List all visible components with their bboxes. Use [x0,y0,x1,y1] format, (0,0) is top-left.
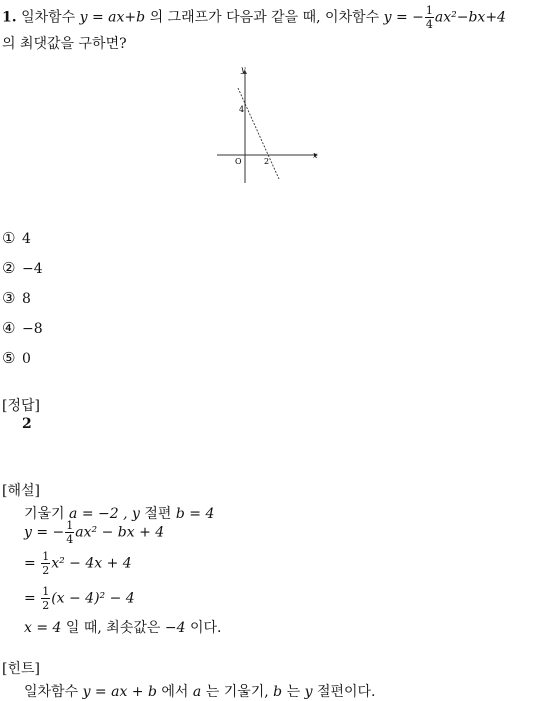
origin-label: O [235,157,242,166]
x-axis-label: x [313,151,318,160]
linear-function: y = ax+b [79,9,146,26]
answer-heading: [정답] [2,398,40,414]
question-text: 일차함수 [21,9,76,26]
solution-line-4: = $\frac{1}{2}$ (x − 4)² − 4 [24,585,135,612]
choice-value: −8 [22,321,43,337]
choice-4[interactable] [2,319,43,337]
choice-mark: ⑤ [2,349,16,367]
choice-3[interactable] [2,289,31,307]
y-axis-label: y [241,65,246,74]
hint-text: 일차함수 y = ax + b 에서 a 는 기울기, b 는 y 절편이다. [24,684,376,700]
choice-1[interactable] [2,229,31,247]
choice-mark: ③ [2,289,16,307]
question-text-mid: 의 그래프가 다음과 같을 때, 이차함수 [149,9,380,26]
solution-heading: [해설] [2,483,40,499]
quadratic-lhs: y = − [383,9,424,26]
quadratic-fraction: $\frac{1}{4}$ [425,4,433,31]
choice-value: 4 [22,231,31,247]
question-line-2: 의 최댓값을 구하면? [2,36,127,52]
choice-value: 0 [22,351,31,367]
choice-value: −4 [22,261,43,277]
solution-line-1: 기울기 a = −2 , y 절편 b = 4 [24,506,215,522]
question-number: 1. [2,9,17,26]
choice-2[interactable] [2,259,43,277]
choice-mark: ① [2,229,16,247]
choice-value: 8 [22,291,31,307]
quadratic-rhs: ax²−bx+4 [434,9,506,26]
choice-5[interactable] [2,349,31,367]
linear-graph [210,62,325,187]
x-intercept-label: 2 [264,157,270,166]
y-intercept-label: 4 [239,105,245,114]
hint-heading: [힌트] [2,661,40,677]
answer-value: 2 [22,416,32,432]
choice-mark: ② [2,259,16,277]
solution-line-2: y = − $\frac{1}{4}$ ax² − bx + 4 [24,519,165,546]
function-line [238,88,279,179]
question-line-1 [2,5,506,30]
solution-line-3: = $\frac{1}{2}$ x² − 4x + 4 [24,550,132,577]
solution-line-5: x = 4 일 때, 최솟값은 −4 이다. [24,620,222,636]
choice-mark: ④ [2,319,16,337]
